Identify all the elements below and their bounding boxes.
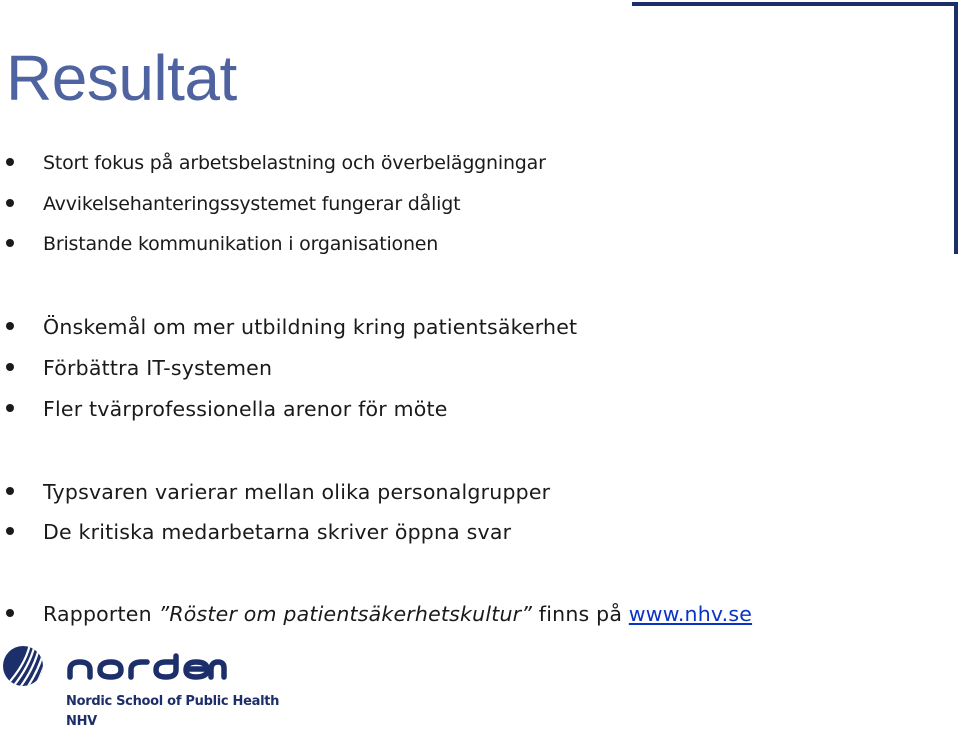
- bullet-dot-icon: [6, 609, 14, 617]
- bullet-dot-icon: [6, 527, 14, 535]
- bullet-dot-icon: [6, 239, 14, 247]
- norden-nhv-logo: [0, 644, 300, 731]
- bullet-text: Avvikelsehanteringssystemet fungerar dåligt: [43, 193, 461, 215]
- bullet-text: [43, 600, 752, 628]
- bullet-item: [0, 230, 960, 260]
- bullet-text: Bristande kommunikation i organisationen: [43, 233, 439, 255]
- bullet-dot-icon: [6, 363, 14, 371]
- bullet-item: [0, 190, 960, 220]
- report-prefix: Rapporten: [43, 602, 159, 626]
- bullet-dot-icon: [6, 158, 14, 166]
- bullet-text: Typsvaren varierar mellan olika personalgrupper: [43, 480, 551, 504]
- bullet-text: De kritiska medarbetarna skriver öppna svar: [43, 520, 512, 544]
- bullet-item: [0, 149, 960, 179]
- bullet-item-report: [0, 600, 960, 630]
- bullet-item: [0, 518, 960, 548]
- slide-title: Resultat: [6, 42, 237, 114]
- bullet-item: [0, 478, 960, 508]
- bullet-item: [0, 354, 960, 384]
- bullet-dot-icon: [6, 199, 14, 207]
- bullet-dot-icon: [6, 487, 14, 495]
- bullet-item: [0, 395, 960, 425]
- bullet-dot-icon: [6, 322, 14, 330]
- bullet-text: Önskemål om mer utbildning kring patientsäkerhet: [43, 315, 578, 339]
- nhv-school-name: Nordic School of Public Health: [66, 694, 280, 709]
- nhv-abbreviation: NHV: [66, 714, 97, 729]
- bullet-text: Förbättra IT-systemen: [43, 356, 273, 380]
- bullet-text: Stort fokus på arbetsbelastning och överbeläggningar: [43, 152, 546, 174]
- report-title: ”Röster om patientsäkerhetskultur”: [158, 602, 533, 626]
- bullet-dot-icon: [6, 404, 14, 412]
- report-middle: finns på: [532, 602, 629, 626]
- nhv-link[interactable]: www.nhv.se: [628, 602, 753, 626]
- norden-logo-mark-icon: [0, 644, 230, 688]
- bullet-item: [0, 313, 960, 343]
- bullet-text: Fler tvärprofessionella arenor för möte: [43, 397, 448, 421]
